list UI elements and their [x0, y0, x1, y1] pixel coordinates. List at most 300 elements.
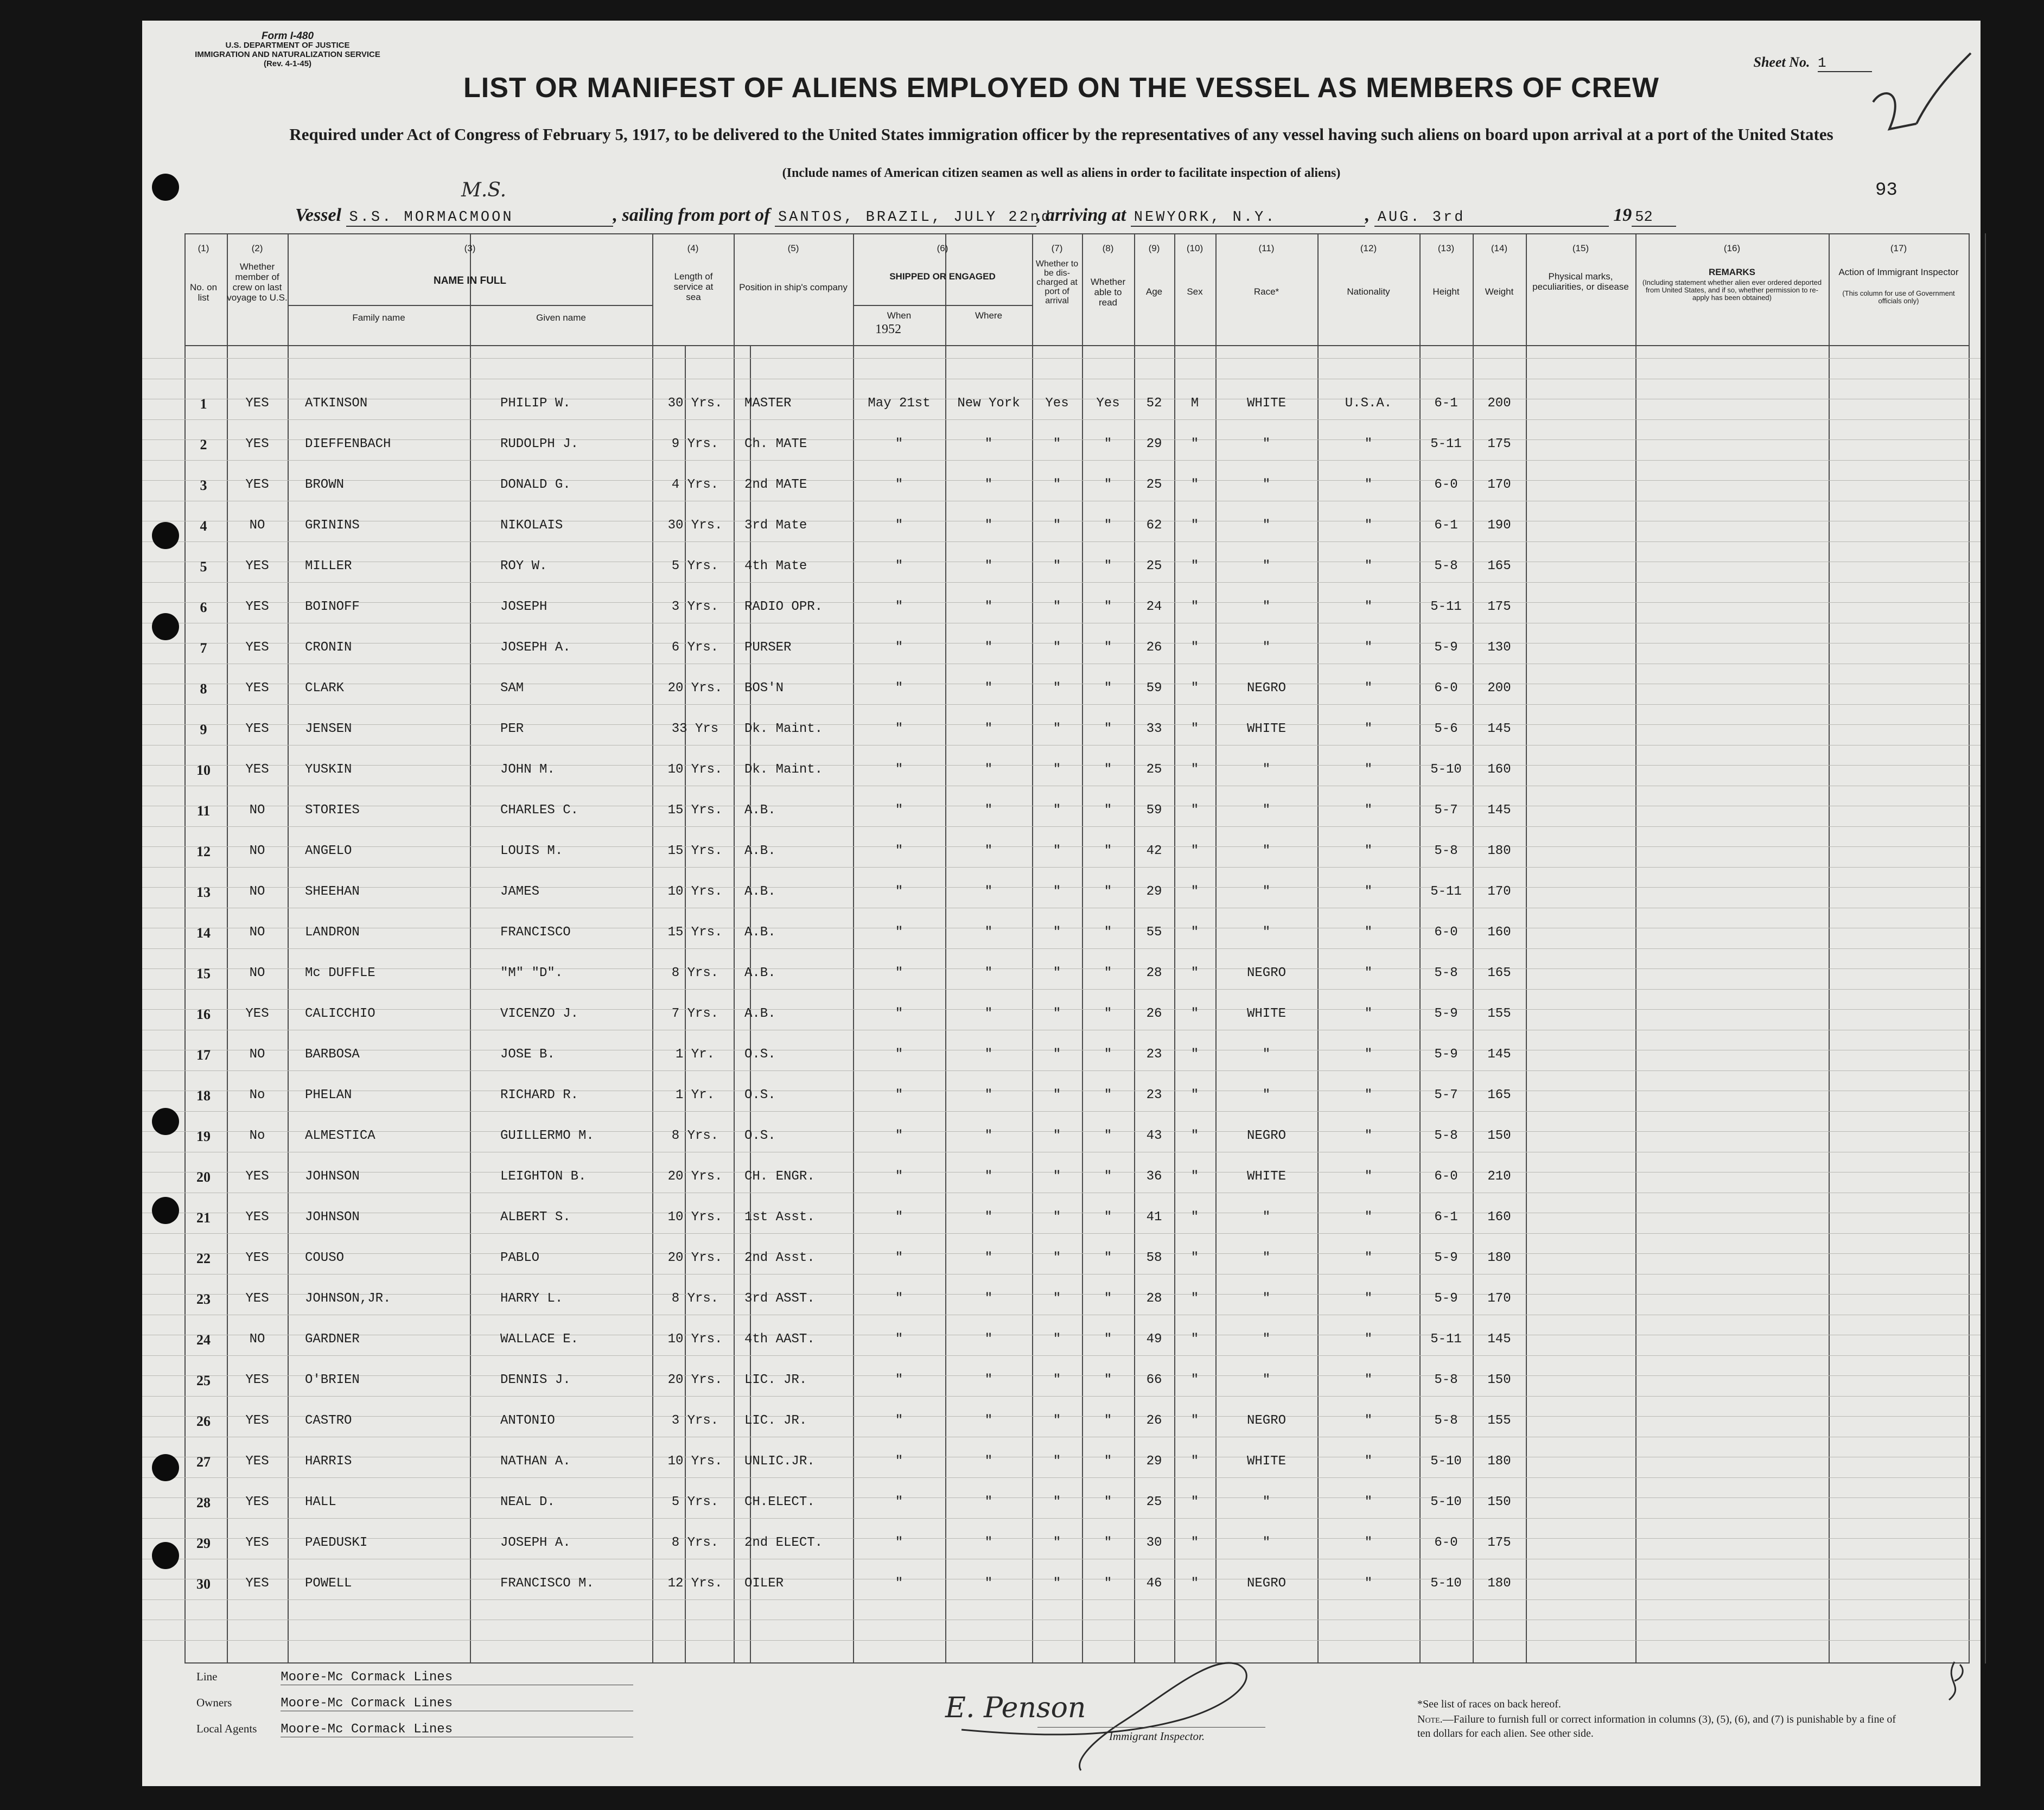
cell-nationality: " [1364, 722, 1373, 736]
cell-when: " [895, 1088, 903, 1102]
agents-label: Local Agents [196, 1722, 257, 1735]
column-rule [1985, 233, 1986, 1664]
col1-number: (1) [198, 243, 209, 253]
cell-no: 21 [196, 1210, 211, 1226]
cell-prev: YES [245, 1535, 269, 1550]
cell-when: " [895, 803, 903, 818]
cell-age: 62 [1146, 518, 1162, 533]
cell-discharged: " [1053, 1291, 1061, 1306]
cell-no: 12 [196, 844, 211, 859]
cell-age: 29 [1146, 884, 1162, 899]
cell-nationality: " [1364, 803, 1373, 818]
ruled-line [142, 867, 1981, 868]
cell-age: 33 [1146, 722, 1162, 736]
cell-service: 20 Yrs. [667, 681, 723, 696]
cell-family: CRONIN [305, 640, 352, 655]
cell-discharged: " [1053, 1576, 1061, 1591]
cell-sex: " [1190, 518, 1199, 533]
cell-given: JOSEPH A. [500, 640, 571, 655]
cell-height: 6-1 [1434, 1210, 1458, 1225]
penalty-note [1417, 1712, 1906, 1741]
cell-given: GUILLERMO M. [500, 1129, 594, 1143]
cell-nationality: " [1364, 1251, 1373, 1265]
cell-prev: No [249, 1129, 265, 1143]
page-title: LIST OR MANIFEST OF ALIENS EMPLOYED ON THE VESSEL AS MEMBERS OF CREW [463, 72, 1659, 104]
cell-height: 5-9 [1434, 640, 1458, 655]
note-label: Note. [1417, 1713, 1443, 1725]
cell-height: 6-1 [1434, 518, 1458, 533]
cell-sex: " [1190, 925, 1199, 940]
cell-sex: " [1190, 1210, 1199, 1225]
cell-sex: " [1190, 1332, 1199, 1347]
inspector-label: Immigrant Inspector. [1109, 1730, 1205, 1743]
cell-read: Yes [1096, 396, 1120, 411]
cell-when: " [895, 518, 903, 533]
cell-discharged: " [1053, 1535, 1061, 1550]
cell-weight: 200 [1487, 681, 1511, 696]
cell-given: DENNIS J. [500, 1373, 571, 1387]
cell-service: 15 Yrs. [667, 925, 723, 940]
cell-nationality: " [1364, 1006, 1373, 1021]
cell-age: 26 [1146, 640, 1162, 655]
cell-discharged: " [1053, 1454, 1061, 1469]
cell-position: A.B. [744, 884, 776, 899]
cell-read: " [1104, 722, 1112, 736]
cell-weight: 180 [1487, 844, 1511, 858]
col6a-year: 1952 [875, 322, 901, 336]
cell-position: O.S. [744, 1047, 776, 1062]
cell-height: 5-8 [1434, 966, 1458, 980]
owners-value: Moore-Mc Cormack Lines [281, 1696, 633, 1711]
arriving-port: NEWYORK, N.Y. [1131, 209, 1365, 227]
cell-service: 6 Yrs. [671, 640, 719, 655]
cell-race: " [1262, 1495, 1271, 1509]
cell-service: 1 Yr. [675, 1047, 715, 1062]
cell-nationality: " [1364, 1332, 1373, 1347]
cell-discharged: " [1053, 966, 1061, 980]
col3-header: NAME IN FULL [433, 275, 507, 286]
cell-service: 8 Yrs. [671, 966, 719, 980]
cell-when: " [895, 1169, 903, 1184]
cell-where: " [984, 966, 993, 980]
cell-sex: " [1190, 1291, 1199, 1306]
cell-read: " [1104, 437, 1112, 451]
cell-when: " [895, 477, 903, 492]
cell-read: " [1104, 477, 1112, 492]
cell-race: " [1262, 559, 1271, 573]
cell-age: 59 [1146, 681, 1162, 696]
cell-where: " [984, 1373, 993, 1387]
cell-weight: 170 [1487, 1291, 1511, 1306]
cell-age: 28 [1146, 966, 1162, 980]
cell-service: 8 Yrs. [671, 1291, 719, 1306]
col13-header: Height [1432, 286, 1460, 297]
service-name: IMMIGRATION AND NATURALIZATION SERVICE [195, 50, 380, 59]
cell-sex: " [1190, 1169, 1199, 1184]
cell-nationality: " [1364, 762, 1373, 777]
col11-header: Race* [1253, 286, 1279, 297]
cell-no: 20 [196, 1169, 211, 1185]
cell-prev: YES [245, 1291, 269, 1306]
cell-weight: 160 [1487, 1210, 1511, 1225]
cell-position: A.B. [744, 1006, 776, 1021]
cell-service: 3 Yrs. [671, 600, 719, 614]
cell-nationality: " [1364, 1495, 1373, 1509]
cell-family: JOHNSON [305, 1210, 360, 1225]
cell-age: 52 [1146, 396, 1162, 411]
cell-race: NEGRO [1246, 681, 1286, 696]
cell-when: " [895, 640, 903, 655]
ruled-line [142, 1640, 1981, 1641]
cell-nationality: " [1364, 1413, 1373, 1428]
col7-number: (7) [1051, 243, 1063, 253]
col15-header: Physical marks, peculiarities, or disease [1532, 271, 1629, 292]
cell-weight: 145 [1487, 1332, 1511, 1347]
cell-when: " [895, 1373, 903, 1387]
cell-read: " [1104, 1413, 1112, 1428]
cell-when: " [895, 966, 903, 980]
cell-read: " [1104, 966, 1112, 980]
cell-age: 29 [1146, 1454, 1162, 1469]
binder-hole [152, 1108, 179, 1135]
cell-position: 2nd MATE [744, 477, 807, 492]
cell-prev: YES [245, 1576, 269, 1591]
cell-read: " [1104, 803, 1112, 818]
cell-race: " [1262, 1373, 1271, 1387]
cell-family: PHELAN [305, 1088, 352, 1102]
cell-nationality: " [1364, 640, 1373, 655]
cell-discharged: " [1053, 1047, 1061, 1062]
cell-service: 20 Yrs. [667, 1373, 723, 1387]
cell-height: 6-0 [1434, 477, 1458, 492]
cell-discharged: " [1053, 1210, 1061, 1225]
cell-given: JOSEPH A. [500, 1535, 571, 1550]
cell-when: " [895, 1006, 903, 1021]
col4-header: Length of service at sea [673, 271, 714, 302]
cell-sex: " [1190, 477, 1199, 492]
cell-discharged: " [1053, 884, 1061, 899]
ruled-line [142, 826, 1981, 827]
cell-age: 49 [1146, 1332, 1162, 1347]
cell-service: 1 Yr. [675, 1088, 715, 1102]
cell-height: 5-11 [1430, 884, 1462, 899]
cell-service: 8 Yrs. [671, 1129, 719, 1143]
cell-discharged: " [1053, 1251, 1061, 1265]
cell-nationality: " [1364, 600, 1373, 614]
cell-prev: NO [249, 884, 265, 899]
cell-sex: " [1190, 884, 1199, 899]
cell-age: 30 [1146, 1535, 1162, 1550]
col6-header: SHIPPED OR ENGAGED [889, 271, 996, 282]
cell-prev: YES [245, 559, 269, 573]
cell-service: 20 Yrs. [667, 1169, 723, 1184]
cell-age: 66 [1146, 1373, 1162, 1387]
cell-where: " [984, 803, 993, 818]
cell-position: 4th AAST. [744, 1332, 815, 1347]
cell-prev: NO [249, 1047, 265, 1062]
ruled-line [142, 419, 1981, 420]
cell-where: " [984, 477, 993, 492]
binder-hole [152, 1542, 179, 1569]
cell-discharged: " [1053, 722, 1061, 736]
cell-no: 27 [196, 1454, 211, 1470]
cell-service: 5 Yrs. [671, 1495, 719, 1509]
footer-line [196, 1670, 633, 1685]
cell-no: 5 [200, 559, 207, 575]
manifest-sheet [142, 21, 1981, 1786]
cell-weight: 180 [1487, 1251, 1511, 1265]
page-stamp: 93 [1875, 180, 1897, 201]
cell-family: CALICCHIO [305, 1006, 375, 1021]
cell-read: " [1104, 518, 1112, 533]
cell-weight: 180 [1487, 1454, 1511, 1469]
cell-position: 1st Asst. [744, 1210, 815, 1225]
cell-family: ALMESTICA [305, 1129, 375, 1143]
cell-nationality: " [1364, 1535, 1373, 1550]
cell-no: 14 [196, 925, 211, 941]
form-revision: (Rev. 4-1-45) [263, 59, 312, 68]
cell-age: 41 [1146, 1210, 1162, 1225]
cell-service: 30 Yrs. [667, 396, 723, 411]
cell-position: 2nd ELECT. [744, 1535, 823, 1550]
cell-when: " [895, 1332, 903, 1347]
cell-no: 22 [196, 1251, 211, 1266]
col17-note: (This column for use of Government officials only) [1842, 289, 1955, 305]
cell-sex: " [1190, 1129, 1199, 1143]
cell-when: " [895, 600, 903, 614]
cell-given: FRANCISCO M. [500, 1576, 594, 1591]
cell-height: 5-10 [1430, 762, 1462, 777]
cell-read: " [1104, 1251, 1112, 1265]
cell-sex: " [1190, 1373, 1199, 1387]
cell-where: " [984, 1088, 993, 1102]
cell-discharged: " [1053, 1129, 1061, 1143]
cell-race: " [1262, 640, 1271, 655]
col3b-header: Given name [536, 313, 586, 323]
cell-no: 26 [196, 1413, 211, 1429]
sheet-number-label: Sheet No. [1753, 54, 1810, 70]
cell-height: 5-9 [1434, 1006, 1458, 1021]
cell-prev: YES [245, 1373, 269, 1387]
cell-age: 23 [1146, 1047, 1162, 1062]
cell-where: " [984, 1047, 993, 1062]
col13-number: (13) [1437, 243, 1455, 253]
ruled-line [142, 460, 1981, 461]
crew-table [142, 233, 1981, 1664]
cell-prev: YES [245, 1006, 269, 1021]
col12-number: (12) [1360, 243, 1377, 253]
cell-where: " [984, 600, 993, 614]
cell-position: RADIO OPR. [744, 600, 823, 614]
col14-number: (14) [1491, 243, 1508, 253]
cell-when: " [895, 925, 903, 940]
cell-given: HARRY L. [500, 1291, 563, 1306]
ruled-line [142, 1599, 1981, 1600]
vessel-note: M.S. [461, 179, 507, 201]
binder-hole [152, 1454, 179, 1481]
cell-position: PURSER [744, 640, 792, 655]
cell-race: NEGRO [1246, 966, 1286, 980]
cell-service: 20 Yrs. [667, 1251, 723, 1265]
cell-service: 10 Yrs. [667, 884, 723, 899]
cell-position: LIC. JR. [744, 1373, 807, 1387]
sheet-number-value: 1 [1818, 55, 1872, 72]
year-prefix: 19 [1613, 205, 1632, 225]
cell-no: 25 [196, 1373, 211, 1388]
ruled-line [142, 358, 1981, 359]
cell-race: " [1262, 477, 1271, 492]
header-bottom-border [184, 345, 1969, 346]
cell-sex: " [1190, 966, 1199, 980]
cell-weight: 155 [1487, 1006, 1511, 1021]
cell-discharged: " [1053, 925, 1061, 940]
cell-where: " [984, 884, 993, 899]
cell-prev: NO [249, 966, 265, 980]
cell-service: 5 Yrs. [671, 559, 719, 573]
cell-weight: 165 [1487, 559, 1511, 573]
ruled-line [142, 1233, 1981, 1234]
cell-family: GARDNER [305, 1332, 360, 1347]
cell-when: " [895, 1495, 903, 1509]
cell-prev: YES [245, 1454, 269, 1469]
cell-no: 10 [196, 762, 211, 778]
cell-when: " [895, 1291, 903, 1306]
cell-nationality: " [1364, 925, 1373, 940]
cell-where: " [984, 1169, 993, 1184]
sailing-label: , sailing from port of [613, 205, 771, 225]
cell-family: PAEDUSKI [305, 1535, 368, 1550]
cell-weight: 175 [1487, 437, 1511, 451]
cell-position: UNLIC.JR. [744, 1454, 815, 1469]
page-subtitle-note: (Include names of American citizen seamen as well as aliens in order to facilitate inspection of aliens) [782, 166, 1341, 180]
owners-label: Owners [196, 1696, 232, 1709]
cell-no: 29 [196, 1535, 211, 1551]
cell-where: " [984, 844, 993, 858]
cell-prev: NO [249, 844, 265, 858]
cell-sex: " [1190, 844, 1199, 858]
cell-prev: YES [245, 396, 269, 411]
col5-header: Position in ship's company [739, 282, 848, 292]
cell-age: 43 [1146, 1129, 1162, 1143]
cell-where: " [984, 681, 993, 696]
cell-age: 29 [1146, 437, 1162, 451]
cell-read: " [1104, 1129, 1112, 1143]
cell-height: 5-11 [1430, 600, 1462, 614]
cell-position: Ch. MATE [744, 437, 807, 451]
footer-owners [196, 1696, 633, 1711]
cell-weight: 175 [1487, 1535, 1511, 1550]
cell-sex: " [1190, 1088, 1199, 1102]
cell-no: 16 [196, 1006, 211, 1022]
cell-sex: " [1190, 559, 1199, 573]
cell-height: 6-0 [1434, 1535, 1458, 1550]
cell-family: HARRIS [305, 1454, 352, 1469]
cell-age: 42 [1146, 844, 1162, 858]
cell-sex: " [1190, 600, 1199, 614]
cell-height: 6-0 [1434, 681, 1458, 696]
cell-height: 5-8 [1434, 1373, 1458, 1387]
cell-weight: 150 [1487, 1495, 1511, 1509]
col1-header: No. on list [189, 282, 218, 303]
cell-where: " [984, 1495, 993, 1509]
cell-given: SAM [500, 681, 524, 696]
department-name: U.S. DEPARTMENT OF JUSTICE [225, 41, 350, 50]
cell-read: " [1104, 884, 1112, 899]
cell-given: LEIGHTON B. [500, 1169, 587, 1184]
cell-race: " [1262, 925, 1271, 940]
cell-when: May 21st [868, 396, 931, 411]
cell-race: WHITE [1246, 396, 1286, 411]
cell-service: 10 Yrs. [667, 762, 723, 777]
cell-position: O.S. [744, 1088, 776, 1102]
ruled-line [142, 1355, 1981, 1356]
cell-family: DIEFFENBACH [305, 437, 391, 451]
cell-height: 5-8 [1434, 1129, 1458, 1143]
cell-sex: " [1190, 803, 1199, 818]
ruled-line [142, 1477, 1981, 1478]
cell-race: " [1262, 803, 1271, 818]
cell-age: 25 [1146, 477, 1162, 492]
cell-service: 8 Yrs. [671, 1535, 719, 1550]
cell-prev: YES [245, 681, 269, 696]
cell-age: 58 [1146, 1251, 1162, 1265]
cell-weight: 145 [1487, 722, 1511, 736]
cell-family: LANDRON [305, 925, 360, 940]
col15-number: (15) [1572, 243, 1589, 253]
cell-given: DONALD G. [500, 477, 571, 492]
vessel-line: Vessel S.S. MORMACMOON , sailing from port of SANTOS, BRAZIL, JULY 22nd, arriving at NEWYORK, N.Y. , AUG. 3rd 19 52 [295, 205, 1869, 227]
cell-position: 3rd Mate [744, 518, 807, 533]
cell-when: " [895, 844, 903, 858]
cell-position: 4th Mate [744, 559, 807, 573]
cell-where: " [984, 722, 993, 736]
cell-weight: 170 [1487, 477, 1511, 492]
cell-where: " [984, 1413, 993, 1428]
cell-nationality: " [1364, 437, 1373, 451]
cell-sex: " [1190, 1413, 1199, 1428]
cell-discharged: " [1053, 437, 1061, 451]
cell-family: ATKINSON [305, 396, 368, 411]
ruled-line [142, 582, 1981, 583]
col2-number: (2) [251, 243, 263, 253]
cell-given: JOSE B. [500, 1047, 555, 1062]
cell-sex: " [1190, 1454, 1199, 1469]
cell-weight: 175 [1487, 600, 1511, 614]
cell-position: Dk. Maint. [744, 722, 823, 736]
cell-nationality: " [1364, 559, 1373, 573]
cell-race: " [1262, 1251, 1271, 1265]
cell-nationality: " [1364, 681, 1373, 696]
cell-family: ANGELO [305, 844, 352, 858]
cell-given: PER [500, 722, 524, 736]
cell-position: A.B. [744, 844, 776, 858]
cell-family: Mc DUFFLE [305, 966, 375, 980]
cell-service: 10 Yrs. [667, 1454, 723, 1469]
cell-height: 5-8 [1434, 559, 1458, 573]
cell-given: CHARLES C. [500, 803, 579, 818]
ruled-line [142, 1111, 1981, 1112]
cell-family: JOHNSON,JR. [305, 1291, 391, 1306]
cell-prev: YES [245, 437, 269, 451]
cell-nationality: " [1364, 1210, 1373, 1225]
year-suffix: 52 [1632, 209, 1676, 227]
cell-race: " [1262, 1047, 1271, 1062]
cell-family: GRININS [305, 518, 360, 533]
cell-sex: " [1190, 1576, 1199, 1591]
ruled-line [142, 1396, 1981, 1397]
cell-no: 24 [196, 1332, 211, 1348]
vessel-name: S.S. MORMACMOON [346, 209, 613, 227]
